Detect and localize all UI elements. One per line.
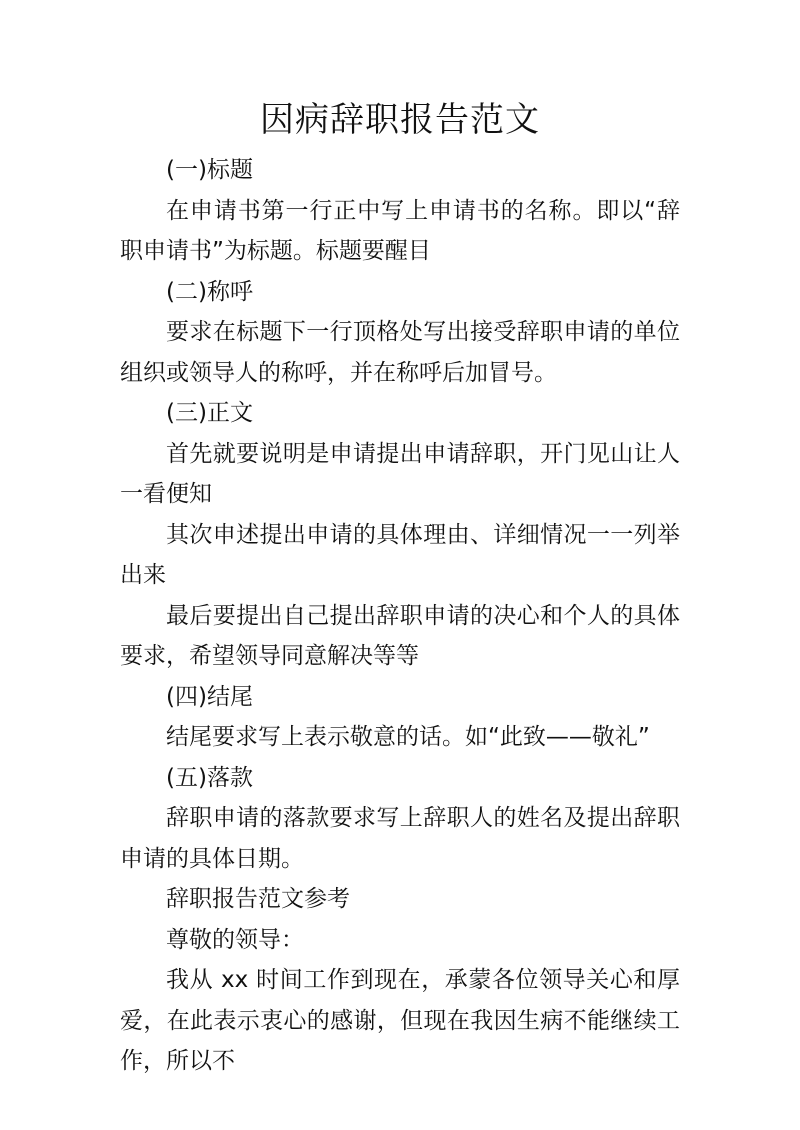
sample-heading: 辞职报告范文参考 xyxy=(166,886,350,912)
section-text-3b: 其次申述提出申请的具体理由、详细情况一一列举出来 xyxy=(120,521,680,588)
section-heading-1: (一)标题 xyxy=(166,157,253,183)
document-title: 因病辞职报告范文 xyxy=(260,100,540,140)
section-heading-5: (五)落款 xyxy=(166,764,253,791)
section-text-3c: 最后要提出自己提出辞职申请的决心和个人的具体要求，希望领导同意解决等等 xyxy=(120,602,680,669)
sample-salutation: 尊敬的领导： xyxy=(166,926,304,953)
section-text-3a: 首先就要说明是申请提出申请辞职，开门见山让人一看便知 xyxy=(120,440,680,507)
sample-text: 我从 xx 时间工作到现在，承蒙各位领导关心和厚爱，在此表示衷心的感谢，但现在我因生病不能继续工作，所以不 xyxy=(120,967,680,1074)
document-body xyxy=(120,150,680,1082)
section-heading-3: (三)正文 xyxy=(166,400,253,426)
section-heading-2: (二)称呼 xyxy=(166,278,253,305)
section-text-1: 在申请书第一行正中写上申请书的名称。即以“辞职申请书”为标题。标题要醒目 xyxy=(120,197,680,264)
section-heading-4: (四)结尾 xyxy=(166,683,253,710)
section-text-4: 结尾要求写上表示敬意的话。如“此致——敬礼” xyxy=(166,724,650,750)
section-text-2: 要求在标题下一行顶格处写出接受辞职申请的单位组织或领导人的称呼，并在称呼后加冒号。 xyxy=(120,319,680,386)
section-text-5: 辞职申请的落款要求写上辞职人的姓名及提出辞职申请的具体日期。 xyxy=(120,805,680,872)
